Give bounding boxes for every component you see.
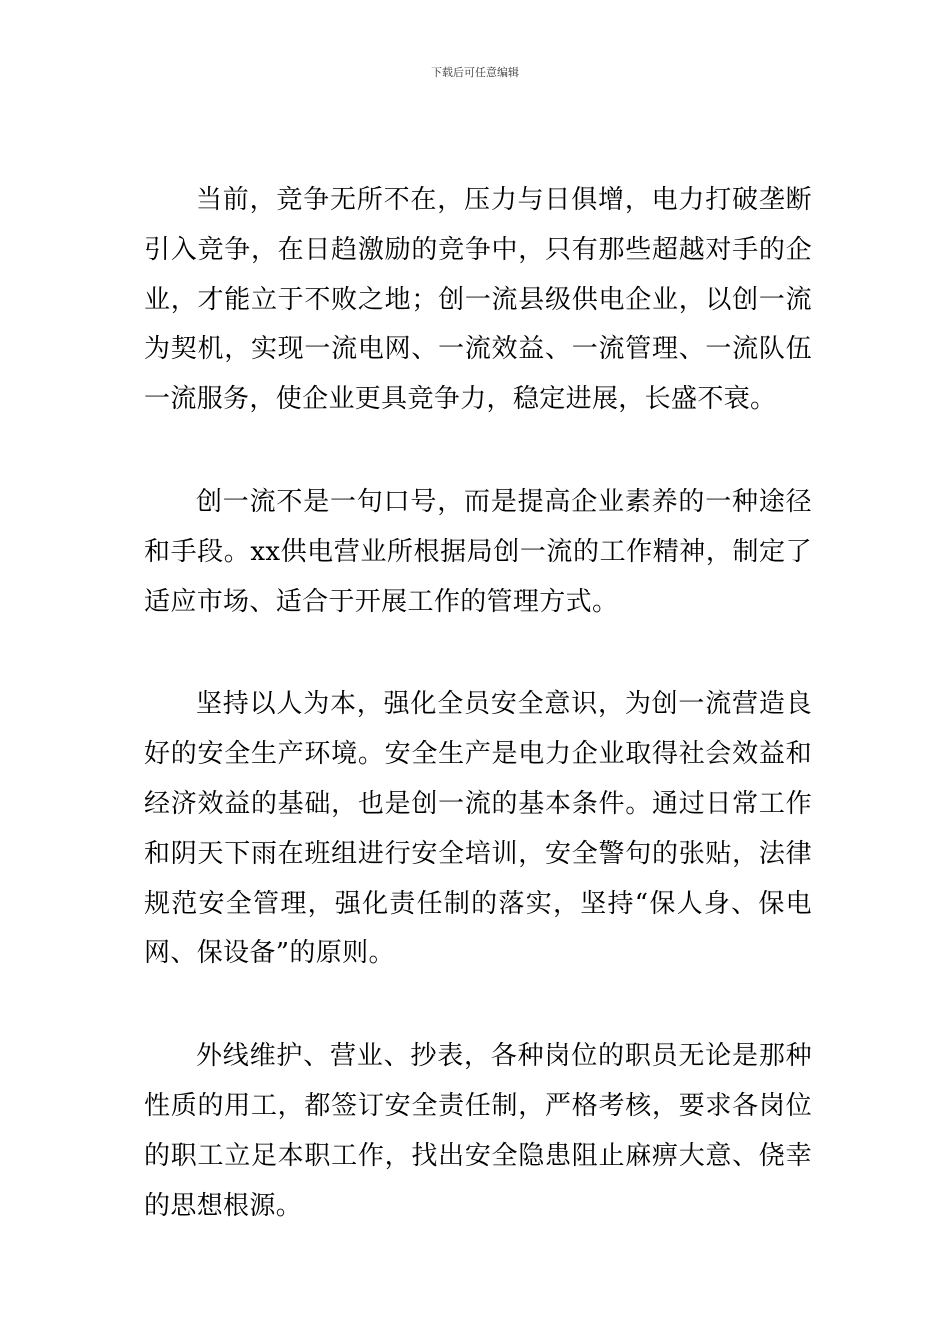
paragraph-3: 坚持以人为本，强化全员安全意识，为创一流营造良好的安全生产环境。安全生产是电力企业取得社会效益和经济效益的基础，也是创一流的基本条件。通过日常工作和阴天下雨在班组进行安全培训，安全警句的张贴，法律规范安全管理，强化责任制的落实，坚持“保人身、保电网、保设备”的原则。 bbox=[144, 689, 812, 969]
document-body bbox=[144, 176, 812, 1284]
paragraph-4: 外线维护、营业、抄表，各种岗位的职员无论是那种性质的用工，都签订安全责任制，严格考核，要求各岗位的职工立足本职工作，找出安全隐患阻止麻痹大意、侥幸的思想根源。 bbox=[144, 1041, 812, 1221]
paragraph-2: 创一流不是一句口号，而是提高企业素养的一种途径和手段。xx供电营业所根据局创一流的工作精神，制定了适应市场、适合于开展工作的管理方式。 bbox=[144, 486, 812, 617]
page-header-note: 下载后可任意编辑 bbox=[431, 66, 519, 79]
paragraph-1: 当前，竞争无所不在，压力与日俱增，电力打破垄断引入竞争，在日趋激励的竞争中，只有那些超越对手的企业，才能立于不败之地；创一流县级供电企业，以创一流为契机，实现一流电网、一流效益、一流管理、一流队伍一流服务，使企业更具竞争力，稳定进展，长盛不衰。 bbox=[144, 185, 812, 415]
